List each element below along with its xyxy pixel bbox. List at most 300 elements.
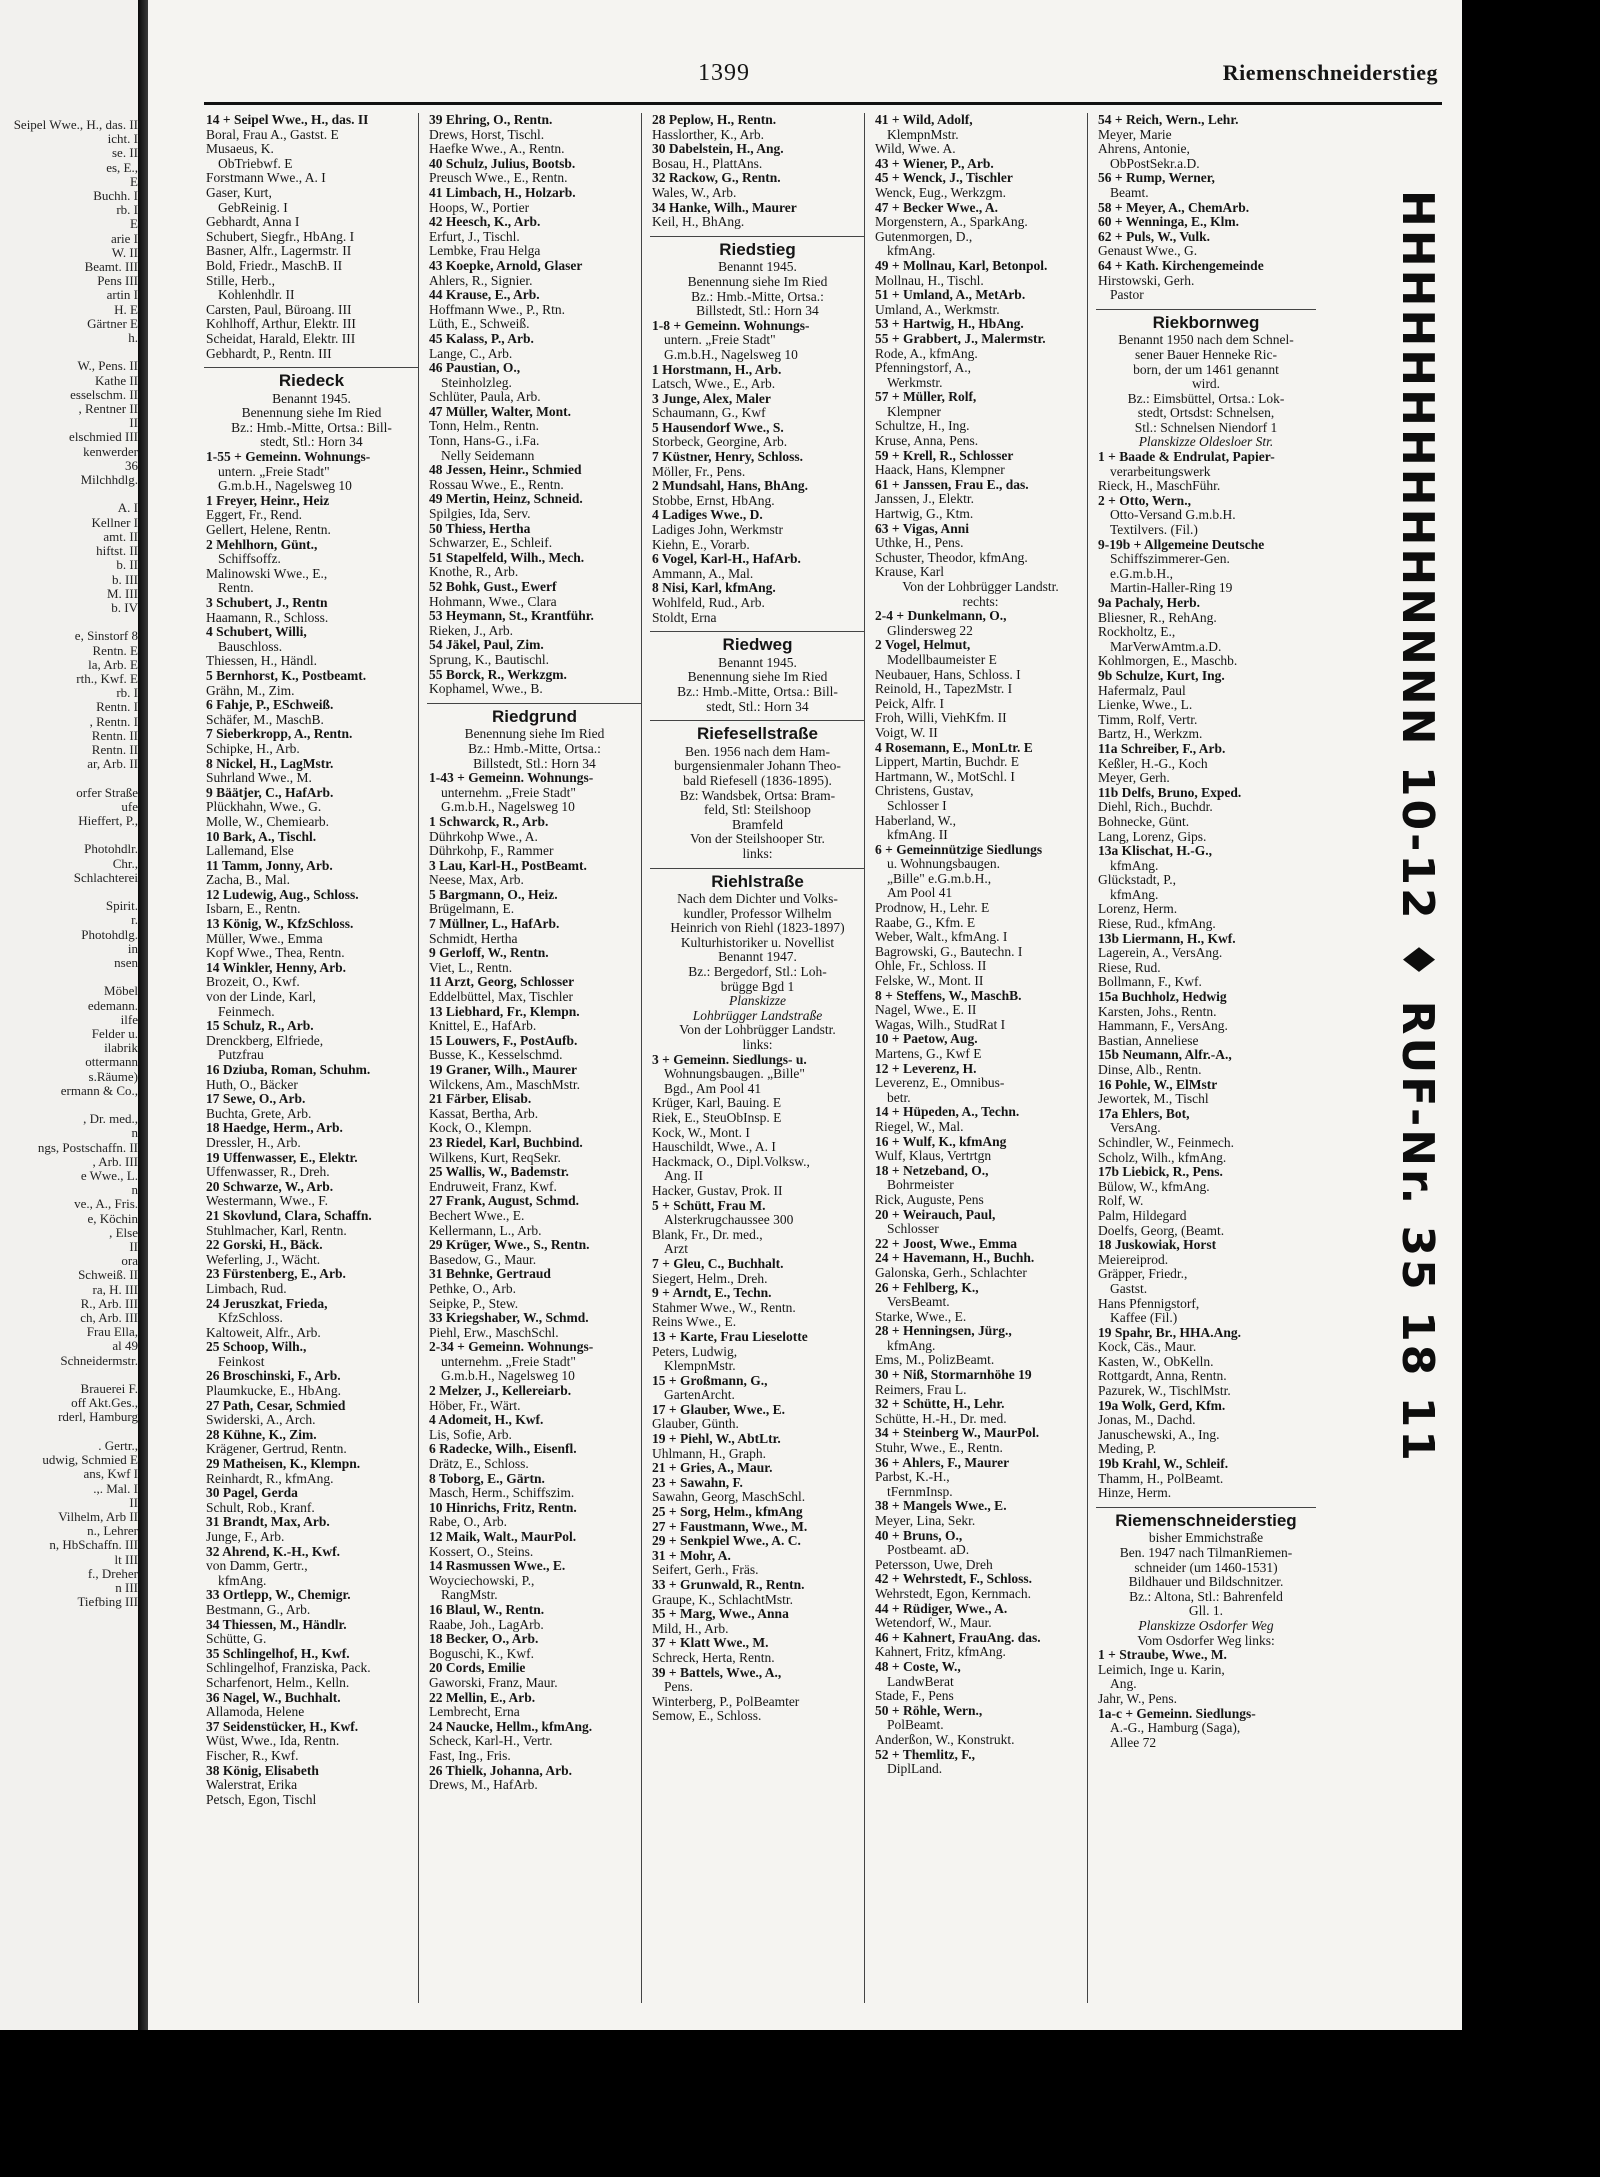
house-number-entry: 2-4 + Dunkelmann, O., xyxy=(875,609,1007,624)
house-number-entry: 23 Fürstenberg, E., Arb. xyxy=(206,1267,346,1282)
resident-entry: Pazurek, W., TischlMstr. xyxy=(1098,1384,1231,1399)
resident-entry: Hammann, F., VersAng. xyxy=(1098,1019,1228,1034)
resident-entry: Stade, F., Pens xyxy=(875,1689,954,1704)
street-note: wird. xyxy=(1191,376,1221,392)
street-heading: Riehlstraße xyxy=(650,868,865,890)
resident-entry: Beamt. xyxy=(1110,185,1149,200)
house-number-entry: 10 + Paetow, Aug. xyxy=(875,1032,978,1047)
house-number-entry: 12 Ludewig, Aug., Schloss. xyxy=(206,887,359,902)
resident-entry: Stoldt, Erna xyxy=(652,610,717,625)
previous-page-line: b. IV xyxy=(111,599,138,615)
house-number-entry: 32 + Schütte, H., Lehr. xyxy=(875,1397,1005,1412)
previous-page-line xyxy=(0,1425,138,1439)
resident-entry: Bliesner, R., RehAng. xyxy=(1098,610,1217,625)
house-number-entry: 53 Heymann, St., Krantführ. xyxy=(429,609,594,624)
previous-page-line: edemann. xyxy=(87,997,138,1013)
resident-entry: Kiehn, E., Vorarb. xyxy=(652,537,750,552)
resident-entry: Jewortek, M., Tischl xyxy=(1098,1092,1209,1107)
house-number-entry: 33 + Grunwald, R., Rentn. xyxy=(652,1578,805,1592)
resident-entry: tFernmInsp. xyxy=(887,1484,953,1499)
resident-entry: Krause, Karl xyxy=(875,565,944,580)
resident-entry: Hoffmann Wwe., P., Rtn. xyxy=(429,302,565,317)
previous-page-line: Schneidermstr. xyxy=(60,1352,138,1368)
previous-page-line: Buchh. I xyxy=(93,188,138,204)
house-number-entry: 19 + Piehl, W., AbtLtr. xyxy=(652,1432,781,1447)
previous-page-line: W., Pens. II xyxy=(77,358,138,374)
previous-page-line: udwig, Schmied E xyxy=(42,1452,138,1468)
house-number-entry: 10 Hinrichs, Fritz, Rentn. xyxy=(429,1500,577,1515)
street-note: brügge Bgd 1 xyxy=(720,978,795,994)
resident-entry: Arzt xyxy=(664,1242,688,1257)
house-number-entry: 5 Hausendorf Wwe., S. xyxy=(652,420,784,435)
street-note: Planskizze xyxy=(729,993,786,1009)
resident-entry: Knothe, R., Arb. xyxy=(429,565,519,580)
house-number-entry: 14 + Seipel Wwe., H., das. II xyxy=(206,113,369,127)
house-number-entry: 22 Mellin, E., Arb. xyxy=(429,1690,536,1705)
house-number-entry: 16 Blaul, W., Rentn. xyxy=(429,1602,545,1617)
house-number-entry: 29 Krüger, Wwe., S., Rentn. xyxy=(429,1238,590,1253)
resident-entry: Kahnert, Fritz, kfmAng. xyxy=(875,1645,1006,1660)
resident-entry: Stuhr, Wwe., E., Rentn. xyxy=(875,1441,1003,1456)
resident-entry: Schlosser I xyxy=(887,798,947,813)
resident-entry: Spilgies, Ida, Serv. xyxy=(429,507,531,522)
house-number-entry: 27 Path, Cesar, Schmied xyxy=(206,1398,346,1413)
resident-entry: Nelly Seidemann xyxy=(441,448,535,463)
street-note: Lohbrügger Landstraße xyxy=(692,1007,823,1023)
house-number-entry: 9a Pachaly, Herb. xyxy=(1098,596,1200,610)
house-number-entry: 52 Bohk, Gust., Ewerf xyxy=(429,580,557,594)
house-number-entry: 19a Wolk, Gerd, Kfm. xyxy=(1098,1398,1226,1413)
resident-entry: Pastor xyxy=(1110,288,1144,303)
previous-page-line: II xyxy=(129,1239,138,1255)
house-number-entry: 34 Hanke, Wilh., Maurer xyxy=(652,200,797,215)
previous-page-line: , Dr. med., xyxy=(83,1111,138,1127)
house-number-entry: 1-55 + Gemeinn. Wohnungs- xyxy=(206,450,371,465)
previous-page-line: W. II xyxy=(111,244,138,260)
resident-entry: Bold, Friedr., MaschB. II xyxy=(206,258,343,273)
resident-entry: Lagerein, A., VersAng. xyxy=(1098,946,1223,961)
previous-page-line: , Arb. III xyxy=(92,1153,138,1169)
resident-entry: Keil, H., BhAng. xyxy=(652,215,745,230)
street-note: Benennung siehe Im Ried xyxy=(687,273,828,289)
resident-entry: Lis, Sofie, Arb. xyxy=(429,1427,512,1442)
resident-entry: Meding, P. xyxy=(1098,1442,1157,1457)
street-note: Benannt 1945. xyxy=(272,390,351,406)
header-rule xyxy=(204,102,1442,105)
house-number-entry: 56 + Rump, Werner, xyxy=(1098,171,1215,186)
resident-entry: Stuhlmacher, Karl, Rentn. xyxy=(206,1223,347,1238)
resident-entry: Schaumann, G., Kwf xyxy=(652,406,766,421)
street-note: Planskizze Osdorfer Weg xyxy=(1138,1617,1274,1633)
house-number-entry: 49 Mertin, Heinz, Schneid. xyxy=(429,492,583,507)
house-number-entry: 22 + Joost, Wwe., Emma xyxy=(875,1236,1018,1251)
resident-entry: Reinold, H., TapezMstr. I xyxy=(875,682,1013,697)
house-number-entry: 2 Mehlhorn, Günt., xyxy=(206,537,318,552)
previous-page-line: E xyxy=(130,173,138,189)
resident-entry: Raabe, Joh., LagArb. xyxy=(429,1617,544,1632)
resident-entry: Doelfs, Georg, (Beamt. xyxy=(1098,1223,1225,1238)
previous-page-line: icht. I xyxy=(107,131,138,147)
house-number-entry: 14 Rasmussen Wwe., E. xyxy=(429,1559,566,1574)
resident-entry: Hafermalz, Paul xyxy=(1098,683,1186,698)
resident-entry: Schiffsoffz. xyxy=(218,552,281,567)
house-number-entry: 62 + Puls, W., Vulk. xyxy=(1098,229,1211,244)
house-number-entry: 28 Peplow, H., Rentn. xyxy=(652,113,777,127)
previous-page-line: Photohdlg. xyxy=(81,926,138,942)
previous-page-line: ora xyxy=(121,1253,138,1269)
resident-entry: von Damm, Gertr., xyxy=(206,1559,308,1574)
previous-page-line: n, HbSchaffn. III xyxy=(49,1537,138,1553)
previous-page-line: r. xyxy=(131,912,138,928)
previous-page-line: e Wwe., L. xyxy=(80,1168,138,1184)
house-number-entry: 43 Koepke, Arnold, Glaser xyxy=(429,258,583,273)
previous-page-line: b. III xyxy=(112,571,138,587)
resident-entry: Drews, Horst, Tischl. xyxy=(429,127,545,142)
street-note: kundler, Professor Wilhelm xyxy=(683,905,832,921)
house-number-entry: 4 Schubert, Willi, xyxy=(206,625,307,640)
resident-entry: Graupe, K., SchlachtMstr. xyxy=(652,1592,793,1607)
previous-page-line: ufe xyxy=(121,798,138,814)
resident-entry: Jonas, M., Dachd. xyxy=(1098,1413,1196,1428)
resident-entry: Isbarn, E., Rentn. xyxy=(206,902,301,917)
house-number-entry: 63 + Vigas, Anni xyxy=(875,521,969,536)
house-number-entry: 51 Stapelfeld, Wilh., Mech. xyxy=(429,550,585,565)
house-number-entry: 38 + Mangels Wwe., E. xyxy=(875,1499,1007,1514)
house-number-entry: 18 Juskowiak, Horst xyxy=(1098,1238,1217,1253)
previous-page-line: ilfe xyxy=(120,1011,138,1027)
resident-entry: Reimers, Frau L. xyxy=(875,1382,967,1397)
resident-entry: Sawahn, Georg, MaschSchl. xyxy=(652,1490,806,1505)
resident-entry: Bgd., Am Pool 41 xyxy=(664,1081,762,1096)
house-number-entry: 2 Vogel, Helmut, xyxy=(875,638,971,653)
resident-entry: Karsten, Johs., Rentn. xyxy=(1098,1004,1217,1019)
resident-entry: Weber, Walt., kfmAng. I xyxy=(875,930,1008,945)
resident-entry: Schäfer, M., MaschB. xyxy=(206,712,324,727)
street-note: Benennung siehe Im Ried xyxy=(687,669,828,685)
resident-entry: Haamann, R., Schloss. xyxy=(206,610,329,625)
previous-page-line xyxy=(0,1368,138,1382)
house-number-entry: 33 Kriegshaber, W., Schmd. xyxy=(429,1311,589,1326)
previous-page-line: Kellner I xyxy=(91,514,138,530)
previous-page-line: elschmied III xyxy=(69,429,138,445)
resident-entry: Wohlfeld, Rud., Arb. xyxy=(652,596,765,610)
resident-entry: Schubert, Siegfr., HbAng. I xyxy=(206,229,355,244)
resident-entry: Reinhardt, R., kfmAng. xyxy=(206,1471,334,1486)
street-note: Von der Lohbrügger Landstr. xyxy=(902,579,1059,594)
house-number-entry: 39 Ehring, O., Rentn. xyxy=(429,113,553,127)
resident-entry: Schiffszimmerer-Gen. xyxy=(1110,552,1230,567)
house-number-entry: 25 + Sorg, Helm., kfmAng xyxy=(652,1505,803,1520)
resident-entry: von der Linde, Karl, xyxy=(206,990,316,1005)
resident-entry: LandwBerat xyxy=(887,1674,954,1689)
previous-page-line: f., Dreher xyxy=(87,1565,138,1581)
resident-entry: Storbeck, Georgine, Arb. xyxy=(652,435,788,450)
resident-entry: Wenck, Eug., Werkzgm. xyxy=(875,185,1007,200)
house-number-entry: 50 + Röhle, Wern., xyxy=(875,1703,983,1718)
resident-entry: Hartmann, W., MotSchl. I xyxy=(875,769,1015,784)
resident-entry: Forstmann Wwe., A. I xyxy=(206,171,326,186)
house-number-entry: 8 Nickel, H., LagMstr. xyxy=(206,756,334,771)
house-number-entry: 30 Pagel, Gerda xyxy=(206,1486,298,1501)
resident-entry: Malinowski Wwe., E., xyxy=(206,566,328,581)
previous-page-line: la, Arb. E xyxy=(88,656,138,672)
resident-entry: Gutenmorgen, D., xyxy=(875,229,973,244)
previous-page-line: off Akt.Ges., xyxy=(71,1395,138,1411)
house-number-entry: 23 Riedel, Karl, Buchbind. xyxy=(429,1135,583,1150)
resident-entry: Januschewski, A., Ing. xyxy=(1098,1427,1220,1442)
resident-entry: Keßler, H.-G., Koch xyxy=(1098,756,1208,771)
resident-entry: Lippert, Martin, Buchdr. E xyxy=(875,755,1019,770)
house-number-entry: 44 Krause, E., Arb. xyxy=(429,288,540,303)
resident-entry: Palm, Hildegard xyxy=(1098,1208,1187,1223)
house-number-entry: 9-19b + Allgemeine Deutsche xyxy=(1098,537,1265,552)
resident-entry: Wagas, Wilh., StudRat I xyxy=(875,1017,1006,1032)
house-number-entry: 29 Matheisen, K., Klempn. xyxy=(206,1457,361,1472)
house-number-entry: 24 Jeruszkat, Frieda, xyxy=(206,1296,328,1311)
resident-entry: Neese, Max, Arb. xyxy=(429,873,524,888)
house-number-entry: 2 Melzer, J., Kellereiarb. xyxy=(429,1384,572,1399)
previous-page-line xyxy=(0,487,138,501)
resident-entry: Preusch Wwe., E., Rentn. xyxy=(429,171,568,186)
resident-entry: Westermann, Wwe., F. xyxy=(206,1194,329,1209)
resident-entry: Bauschloss. xyxy=(218,639,283,654)
resident-entry: Hohmann, Wwe., Clara xyxy=(429,594,557,609)
resident-entry: Scharfenort, Helm., Kelln. xyxy=(206,1675,350,1690)
resident-entry: Siegert, Helm., Dreh. xyxy=(652,1271,768,1286)
resident-entry: Bohnecke, Günt. xyxy=(1098,814,1190,829)
resident-entry: Bülow, W., kfmAng. xyxy=(1098,1179,1210,1194)
resident-entry: Rolf, W. xyxy=(1098,1194,1144,1209)
previous-page-line: E xyxy=(130,216,138,232)
house-number-entry: 7 Sieberkropp, A., Rentn. xyxy=(206,727,353,742)
street-note: burgensienmaler Johann Theo- xyxy=(674,758,841,774)
resident-entry: Mild, H., Arb. xyxy=(652,1621,729,1636)
resident-entry: unternehm. „Freie Stadt" xyxy=(441,785,576,800)
resident-entry: Starke, Wwe., E. xyxy=(875,1309,967,1324)
resident-entry: Uthke, H., Pens. xyxy=(875,536,964,551)
resident-entry: Wulf, Klaus, Vertrtgn xyxy=(875,1149,992,1164)
column-2 xyxy=(427,113,642,2003)
previous-page-line: Schlachterei xyxy=(73,869,138,885)
resident-entry: Christens, Gustav, xyxy=(875,784,974,799)
resident-entry: Weferling, J., Wächt. xyxy=(206,1252,321,1267)
resident-entry: Reins Wwe., E. xyxy=(652,1315,737,1330)
street-note: links: xyxy=(742,845,773,861)
house-number-entry: 40 + Bruns, O., xyxy=(875,1528,963,1543)
previous-page-line: Rentn. I xyxy=(96,699,138,715)
resident-entry: Kaffee (Fil.) xyxy=(1110,1311,1178,1326)
resident-entry: Meiereiprod. xyxy=(1098,1252,1169,1267)
resident-entry: Uffenwasser, R., Dreh. xyxy=(206,1165,330,1180)
resident-entry: Wilckens, Am., MaschMstr. xyxy=(429,1077,580,1092)
resident-entry: Froh, Willi, ViehKfm. II xyxy=(875,711,1007,726)
previous-page-line: , Else xyxy=(109,1224,138,1240)
house-number-entry: 2 Mundsahl, Hans, BhAng. xyxy=(652,479,809,494)
resident-entry: Bestmann, G., Arb. xyxy=(206,1602,311,1617)
house-number-entry: 7 + Gleu, C., Buchhalt. xyxy=(652,1256,784,1271)
resident-entry: Rieck, H., MaschFühr. xyxy=(1098,479,1221,494)
house-number-entry: 8 Nisi, Karl, kfmAng. xyxy=(652,581,776,596)
previous-page-line: Tiefbing III xyxy=(77,1594,138,1610)
resident-entry: Schmidt, Hertha xyxy=(429,931,518,946)
previous-page-line: hiftst. II xyxy=(96,543,138,559)
resident-entry: Lang, Lorenz, Gips. xyxy=(1098,829,1207,844)
street-note: Benannt 1947. xyxy=(718,949,797,965)
resident-entry: Viet, L., Rentn. xyxy=(429,960,513,975)
house-number-entry: 10 Bark, A., Tischl. xyxy=(206,829,317,844)
street-note: Billstedt, Stl.: Horn 34 xyxy=(473,755,596,771)
resident-entry: untern. „Freie Stadt" xyxy=(664,333,776,348)
previous-page-line: esselschm. II xyxy=(70,386,138,402)
resident-entry: Scholz, Wilh., kfmAng. xyxy=(1098,1150,1227,1165)
resident-entry: Thamm, H., PolBeamt. xyxy=(1098,1471,1224,1486)
house-number-entry: 11 Tamm, Jonny, Arb. xyxy=(206,858,333,873)
resident-entry: GartenArcht. xyxy=(664,1388,735,1403)
resident-entry: Feinmech. xyxy=(218,1004,275,1019)
resident-entry: Felske, W., Mont. II xyxy=(875,974,984,989)
resident-entry: Boral, Frau A., Gastst. E xyxy=(206,127,339,142)
street-note: Bildhauer und Bildschnitzer. xyxy=(1128,1574,1284,1590)
resident-entry: Wetendorf, W., Maur. xyxy=(875,1616,992,1631)
house-number-entry: 19b Krahl, W., Schleif. xyxy=(1098,1457,1229,1472)
resident-entry: Schipke, H., Arb. xyxy=(206,741,300,756)
resident-entry: Riese, Rud. xyxy=(1098,960,1161,975)
house-number-entry: 54 Jäkel, Paul, Zim. xyxy=(429,638,544,653)
resident-entry: verarbeitungswerk xyxy=(1110,464,1211,479)
resident-entry: Glindersweg 22 xyxy=(887,623,973,638)
resident-entry: Semow, E., Schloss. xyxy=(652,1709,762,1724)
house-number-entry: 50 Thiess, Hertha xyxy=(429,521,531,536)
previous-page-line: es, E., xyxy=(106,159,138,175)
previous-page-line: e, Sinstorf 8 xyxy=(74,628,138,644)
resident-entry: u. Wohnungsbaugen. xyxy=(887,857,1001,872)
resident-entry: Fast, Ing., Fris. xyxy=(429,1748,511,1763)
resident-entry: Wehrstedt, Egon, Kernmach. xyxy=(875,1586,1031,1601)
resident-entry: ObPostSekr.a.D. xyxy=(1110,156,1200,171)
resident-entry: Hackmack, O., Dipl.Volksw., xyxy=(652,1154,810,1169)
resident-entry: kfmAng. xyxy=(1110,858,1159,873)
resident-entry: Drenckberg, Elfriede, xyxy=(206,1033,324,1048)
resident-entry: Brügelmann, E. xyxy=(429,902,515,917)
resident-entry: Schütte, H.-H., Dr. med. xyxy=(875,1411,1007,1426)
previous-page-line: n., Lehrer xyxy=(87,1523,138,1539)
resident-entry: Eddelbüttel, Max, Tischler xyxy=(429,990,573,1005)
resident-entry: Rossau Wwe., E., Rentn. xyxy=(429,477,564,492)
resident-entry: Bosau, H., PlattAns. xyxy=(652,156,763,171)
house-number-entry: 23 + Sawahn, F. xyxy=(652,1475,743,1490)
previous-page-line: n xyxy=(131,1182,138,1198)
resident-entry: kfmAng. xyxy=(1110,887,1159,902)
street-heading: Riedstieg xyxy=(650,236,865,258)
resident-entry: Schlosser xyxy=(887,1222,939,1237)
house-number-entry: 12 + Leverenz, H. xyxy=(875,1061,977,1076)
house-number-entry: 16 Dziuba, Roman, Schuhm. xyxy=(206,1063,371,1077)
previous-page-line: 36 xyxy=(125,457,138,473)
house-number-entry: 20 Schwarze, W., Arb. xyxy=(206,1179,334,1194)
street-note: Von der Lohbrügger Landstr. xyxy=(679,1022,836,1038)
resident-entry: Krüger, Karl, Bauing. E xyxy=(652,1096,782,1111)
resident-entry: Ammann, A., Mal. xyxy=(652,566,754,581)
resident-entry: Meyer, Gerh. xyxy=(1098,771,1170,786)
house-number-entry: 30 Dabelstein, H., Ang. xyxy=(652,142,784,157)
previous-page-line: ra, H. III xyxy=(92,1281,138,1297)
house-number-entry: 53 + Hartwig, H., HbAng. xyxy=(875,317,1024,332)
house-number-entry: 27 + Faustmann, Wwe., M. xyxy=(652,1519,808,1534)
house-number-entry: 32 Rackow, G., Rentn. xyxy=(652,171,781,186)
street-heading: Riedeck xyxy=(204,367,419,389)
previous-page-line: Milchhdlg. xyxy=(80,472,138,488)
resident-entry: Allee 72 xyxy=(1110,1735,1157,1750)
house-number-entry: 39 + Battels, Wwe., A., xyxy=(652,1665,782,1680)
street-note: Benennung siehe Im Ried xyxy=(241,405,382,421)
resident-entry: Alsterkrugchaussee 300 xyxy=(664,1213,794,1228)
previous-page-line: rb. I xyxy=(116,685,138,701)
house-number-entry: 37 Seidenstücker, H., Kwf. xyxy=(206,1719,359,1734)
house-number-entry: 21 Skovlund, Clara, Schaffn. xyxy=(206,1208,372,1223)
house-number-entry: 46 + Kahnert, FrauAng. das. xyxy=(875,1630,1041,1645)
previous-page-line: . Gertr., xyxy=(98,1437,138,1453)
resident-entry: Carsten, Paul, Büroang. III xyxy=(206,302,352,317)
resident-entry: kfmAng. xyxy=(218,1573,267,1588)
previous-page-line: , Rentner II xyxy=(78,401,138,417)
street-note: feld, Stl: Steilshoop xyxy=(704,802,811,818)
resident-entry: Thiessen, H., Händl. xyxy=(206,654,317,669)
resident-entry: Basedow, G., Maur. xyxy=(429,1252,537,1267)
resident-entry: Kock, W., Mont. I xyxy=(652,1125,750,1140)
resident-entry: Hartwig, G., Ktm. xyxy=(875,507,974,522)
resident-entry: Bartz, H., Werkzm. xyxy=(1098,727,1203,742)
previous-page-line: Spirit. xyxy=(105,898,138,914)
resident-entry: Fischer, R., Kwf. xyxy=(206,1748,299,1763)
house-number-entry: 17a Ehlers, Bot, xyxy=(1098,1106,1190,1121)
resident-entry: Buchta, Grete, Arb. xyxy=(206,1106,312,1121)
street-note: sener Bauer Henneke Ric- xyxy=(1134,346,1278,362)
previous-page-line: Frau Ella, xyxy=(86,1324,138,1340)
street-note: Bz.: Hmb.-Mitte, Ortsa.: Bill- xyxy=(231,419,392,435)
street-note: Vom Osdorfer Weg links: xyxy=(1137,1632,1275,1648)
house-number-entry: 13 König, W., KfzSchloss. xyxy=(206,917,354,932)
resident-entry: Rockholtz, E., xyxy=(1098,625,1176,640)
resident-entry: Tonn, Helm., Rentn. xyxy=(429,419,540,434)
resident-entry: Boguschi, K., Kwf. xyxy=(429,1646,534,1661)
house-number-entry: 47 Müller, Walter, Mont. xyxy=(429,404,571,419)
resident-entry: Kock, O., Klempn. xyxy=(429,1121,532,1136)
resident-entry: Schütte, G. xyxy=(206,1632,267,1647)
street-note: Bz.: Eimsbüttel, Ortsa.: Lok- xyxy=(1127,390,1285,406)
resident-entry: Endruweit, Franz, Kwf. xyxy=(429,1179,557,1194)
resident-entry: Bagrowski, G., Bautechn. I xyxy=(875,944,1023,959)
house-number-entry: 45 Kalass, P., Arb. xyxy=(429,331,534,346)
house-number-entry: 4 Adomeit, H., Kwf. xyxy=(429,1413,544,1428)
resident-entry: Woyciechowski, P., xyxy=(429,1573,535,1588)
resident-entry: Am Pool 41 xyxy=(887,886,953,901)
previous-page-line: ve., A., Fris. xyxy=(74,1196,138,1212)
house-number-entry: 40 Schulz, Julius, Bootsb. xyxy=(429,156,576,171)
house-number-entry: 1 Horstmann, H., Arb. xyxy=(652,362,782,377)
resident-entry: Kophamel, Wwe., B. xyxy=(429,682,543,697)
street-note: Nach dem Dichter und Volks- xyxy=(677,891,838,907)
house-number-entry: 19 Spahr, Br., HHA.Ang. xyxy=(1098,1325,1242,1340)
street-note: bald Riefesell (1836-1895). xyxy=(683,772,832,788)
street-note: Kulturhistoriker u. Novellist xyxy=(680,934,835,950)
street-note: Billstedt, Stl.: Horn 34 xyxy=(696,303,819,319)
house-number-entry: 19 Graner, Wilh., Maurer xyxy=(429,1063,577,1077)
previous-page-line: rderl, Hamburg xyxy=(58,1409,138,1425)
house-number-entry: 42 + Wehrstedt, F., Schloss. xyxy=(875,1572,1032,1587)
running-head: Riemenschneiderstieg xyxy=(1222,60,1438,85)
house-number-entry: 1a-c + Gemeinn. Siedlungs- xyxy=(1098,1706,1256,1721)
resident-entry: Riese, Rud., kfmAng. xyxy=(1098,917,1216,932)
